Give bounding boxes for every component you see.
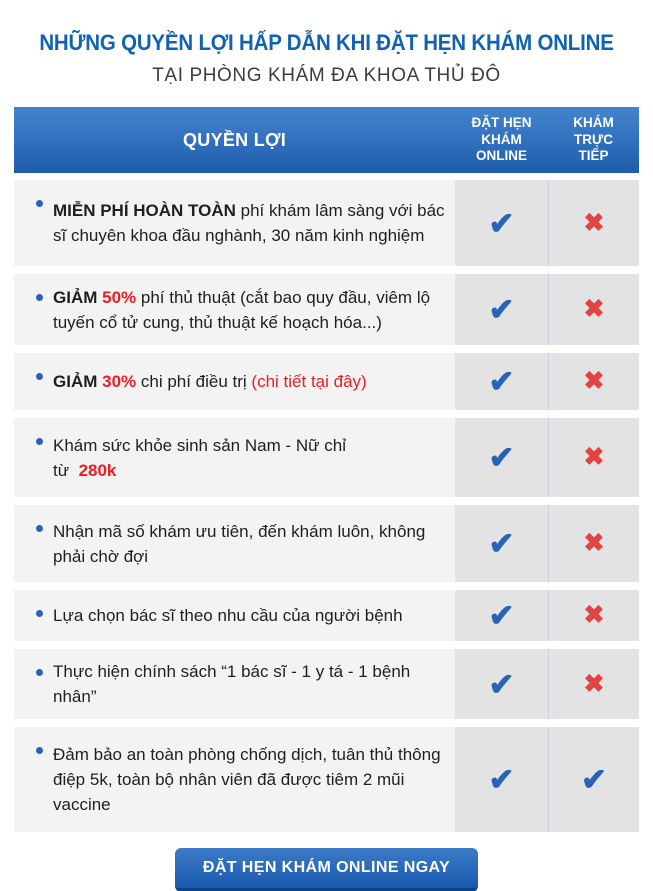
check-icon: ✔ bbox=[488, 292, 515, 327]
check-icon: ✔ bbox=[488, 205, 515, 241]
benefit-row bbox=[14, 180, 639, 266]
check-icon: ✔ bbox=[488, 440, 515, 475]
benefit-row bbox=[14, 274, 639, 345]
benefit-text bbox=[53, 369, 367, 394]
cross-icon: ✖ bbox=[583, 529, 605, 557]
benefit-text-segment: Thực hiện chính sách “1 bác sĩ - 1 y tá - 1 bệnh nhân” bbox=[53, 662, 411, 706]
benefit-text-segment: Nhận mã số khám ưu tiên, đến khám luôn, không phải chờ đợi bbox=[53, 521, 426, 566]
check-icon: ✔ bbox=[488, 666, 515, 702]
online-cell bbox=[455, 353, 548, 410]
book-online-button[interactable]: ĐẶT HẸN KHÁM ONLINE NGAY bbox=[175, 848, 478, 891]
benefit-cell bbox=[14, 418, 455, 497]
bullet-dot-icon bbox=[36, 373, 43, 380]
bullet-dot-icon bbox=[36, 610, 43, 617]
online-cell bbox=[455, 418, 548, 497]
direct-cell bbox=[548, 180, 639, 266]
benefit-text-segment: GIẢM bbox=[53, 372, 103, 391]
benefit-cell bbox=[14, 590, 455, 641]
direct-cell bbox=[548, 649, 639, 719]
benefit-row bbox=[14, 505, 639, 582]
benefit-row bbox=[14, 590, 639, 641]
online-cell bbox=[455, 727, 548, 832]
benefit-cell bbox=[14, 505, 455, 582]
benefit-cell bbox=[14, 274, 455, 345]
benefit-text-segment: phí khám lâm sàng với bác sĩ chuyên khoa đầu nghành, 30 năm kinh nghiệm bbox=[53, 201, 445, 245]
bullet-dot-icon bbox=[36, 525, 43, 532]
column-header-online-label: ĐẶT HẸN KHÁM ONLINE bbox=[471, 114, 532, 164]
direct-cell bbox=[548, 727, 639, 832]
benefit-text-segment: chi phí điều trị bbox=[136, 372, 252, 391]
direct-cell bbox=[548, 418, 639, 497]
benefit-row bbox=[14, 418, 639, 497]
bullet-dot-icon bbox=[36, 438, 43, 445]
online-cell bbox=[455, 180, 548, 266]
benefit-cell bbox=[14, 180, 455, 266]
cross-icon: ✖ bbox=[583, 208, 605, 237]
page-title: NHỮNG QUYỀN LỢI HẤP DẪN KHI ĐẶT HẸN KHÁM ONLINE bbox=[39, 30, 614, 55]
column-header-direct-label: KHÁM TRỰC TIẾP bbox=[573, 114, 614, 164]
cross-icon: ✖ bbox=[583, 443, 605, 471]
bullet-dot-icon bbox=[36, 669, 43, 676]
benefit-text bbox=[53, 742, 445, 817]
check-icon: ✔ bbox=[581, 762, 607, 797]
direct-cell bbox=[548, 590, 639, 641]
benefit-cell bbox=[14, 727, 455, 832]
direct-cell bbox=[548, 353, 639, 410]
benefit-row bbox=[14, 353, 639, 410]
online-cell bbox=[455, 649, 548, 719]
detail-link[interactable]: (chi tiết tại đây) bbox=[251, 372, 367, 391]
table-header-row bbox=[14, 107, 639, 173]
benefit-text bbox=[53, 433, 346, 483]
benefit-text bbox=[53, 198, 445, 248]
cross-icon: ✖ bbox=[583, 601, 605, 629]
benefits-table bbox=[14, 107, 639, 832]
cross-icon: ✖ bbox=[583, 367, 605, 395]
benefit-text-segment: Lựa chọn bác sĩ theo nhu cầu của người bệnh bbox=[53, 606, 403, 625]
page-subtitle: TẠI PHÒNG KHÁM ĐA KHOA THỦ ĐÔ bbox=[152, 65, 501, 86]
benefit-cell bbox=[14, 353, 455, 410]
benefit-text-segment: từ bbox=[53, 460, 79, 480]
check-icon: ✔ bbox=[488, 598, 515, 633]
benefit-rows bbox=[14, 180, 639, 832]
benefit-text bbox=[53, 519, 445, 569]
benefit-text bbox=[53, 285, 445, 335]
column-header-benefits: QUYỀN LỢI bbox=[182, 129, 287, 150]
benefit-text-segment: Khám sức khỏe sinh sản Nam - Nữ chỉ bbox=[53, 435, 346, 455]
direct-cell bbox=[548, 274, 639, 345]
online-cell bbox=[455, 274, 548, 345]
bullet-dot-icon bbox=[36, 747, 43, 754]
check-icon: ✔ bbox=[488, 762, 515, 797]
online-cell bbox=[455, 590, 548, 641]
benefit-text-segment: 280k bbox=[78, 460, 117, 480]
column-header-online bbox=[455, 107, 548, 173]
cross-icon: ✖ bbox=[583, 669, 605, 698]
benefit-text-segment: GIẢM bbox=[53, 287, 103, 307]
benefit-text-segment: MIỄN PHÍ HOÀN TOÀN bbox=[53, 201, 236, 220]
benefit-cell bbox=[14, 649, 455, 719]
benefit-text bbox=[53, 659, 445, 709]
cta-container bbox=[0, 848, 653, 891]
check-icon: ✔ bbox=[488, 364, 515, 399]
bullet-dot-icon bbox=[36, 200, 43, 207]
benefit-text-segment: phí thủ thuật (cắt bao quy đầu, viêm lộ tuyến cổ tử cung, thủ thuật kế hoạch hóa...) bbox=[53, 287, 431, 332]
column-header-direct bbox=[548, 107, 639, 173]
benefit-text-segment: Đảm bảo an toàn phòng chống dịch, tuân thủ thông điệp 5k, toàn bộ nhân viên đã được tiêm 2 mũi vaccine bbox=[53, 745, 441, 814]
bullet-dot-icon bbox=[36, 294, 43, 301]
benefit-text-segment: 30% bbox=[102, 372, 137, 391]
benefit-text-segment: 50% bbox=[102, 287, 137, 307]
benefit-row bbox=[14, 649, 639, 719]
online-cell bbox=[455, 505, 548, 582]
direct-cell bbox=[548, 505, 639, 582]
benefit-row bbox=[14, 727, 639, 832]
cross-icon: ✖ bbox=[583, 295, 605, 323]
check-icon: ✔ bbox=[488, 526, 515, 561]
benefit-text bbox=[53, 603, 403, 628]
